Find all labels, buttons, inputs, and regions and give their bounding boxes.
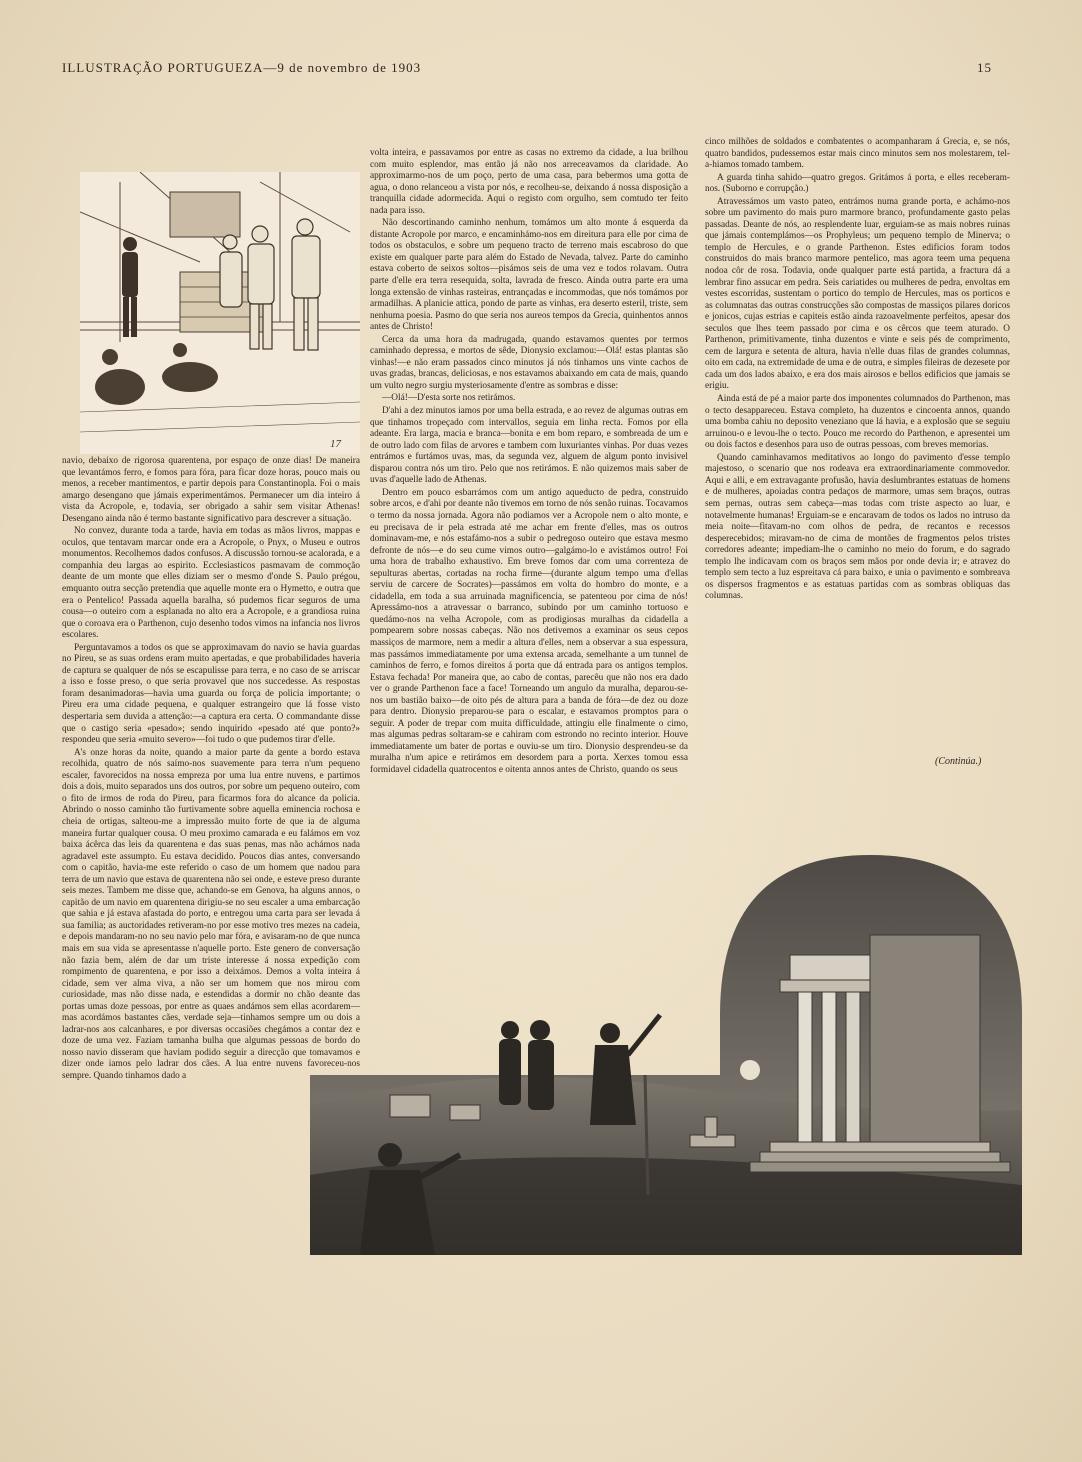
ruins-engraving (310, 855, 1022, 1255)
paragraph: volta inteira, e passavamos por entre as casas no extremo da cidade, a lua brilhou com muito esplendor, mas então já não nos arreceavamos da claridade. Ao approximarmo-nos de um poço, perto de uma casa, para bebermos uma gotta de agua, o dono relanceou a vista por nós, e recolheu-se, deixando á nossa disposição a tranquilla cidade adormecida. Aqui o registo com orgulho, sem comtudo ter feito nada para isso. (370, 148, 688, 216)
paragraph: navio, debaixo de rigorosa quarentena, por espaço de onze dias! De maneira que levantámos ferro, e fomos para fóra, para ficar doze horas, pouco mais ou menos, a receber mantimentos, e partir depois para Constantinopla. Foi o mais amargo desengano que jámais experimentámos. Permanecer um dia inteiro á vista da Acropole, e, todavia, ser obrigado a sahir sem visitar Athenas! Desengano ainda não é termo bastante significativo para descrever a situação. (62, 456, 360, 524)
continued-note: (Continúa.) (935, 756, 982, 767)
paragraph: No convez, durante toda a tarde, havia em todas as mãos livros, mappas e oculos, que tentavam marcar onde era a Acropole, o Pnyx, o Museu e outros monumentos. Recolhemos dados confusos. A discussão tornou-se acalorada, e a companhia deu largas ao espirito. Ecclesiasticos pasmavam de commoção deante de um monte que elles diziam ser o mesmo d'onde S. Paulo prégou, emquanto outra secção pretendia que aquelle monte era o Hymetto, e outra que era o Pentelico! Passada aquella baralha, só pudemos ficar seguros de uma cousa—o outeiro com a esplanada no alto era a Acropole, e a grandiosa ruina que o coroava era o Parthenon, cujo desenho todos vimos na infancia nos livros escolares. (62, 526, 360, 641)
illustrator-signature: 17 (330, 438, 341, 450)
paragraph: cinco milhões de soldados e combatentes o acompanharam á Grecia, e, se nós, quatro bandidos, pudessemos estar mais cinco minutos sem nos molestarem, tel-a-hiamos tomado tambem. (705, 137, 1010, 171)
paragraph: Dentro em pouco esbarrámos com um antigo aqueducto de pedra, construido sobre arcos, e d'ahi por deante não tivemos em torno de nós senão ruinas. Tocavamos o termo da nossa jornada. Agora não podiamos ver a Acropole nem o alto monte, e eu precisava de ir pela estrada até me achar em frente d'elles, mas os outros dominavam-me, e nós estafámo-nos a subir o pedregoso outeiro que estava mesmo defronte de nós—e do seu cume vimos outro—galgámo-lo e avistámos outro! Foi uma hora de trabalho exhaustivo. Em breve fomos dar com uma correnteza de sepulturas abertas, cortadas na rocha firme—(durante algum tempo uma d'ellas serviu de carcere de Socrates)—passámos em volta do hombro do monte, e a cidadella, em toda a sua arruinada magnificencia, se patenteou por cima de nós! Apressámo-nos a atravessar o barranco, subindo por um caminho tortuoso e quedámo-nos na velha Acropole, com as prodigiosas muralhas da cidadella a pompearem sobre nossas cabeças. Não nos detivemos a examinar os seus cepos massiços de marmore, nem a medir a altura d'elles, nem a observar a sua espessura, mas passámos immediatamente por uma extensa arcada, semelhante a um tunnel de caminhos de ferro, e fomos direitos á porta que dá entrada para os antigos templos. Estava fechada! Por maneira que, ao cabo de contas, parecêu que não nos era dado ver o grande Parthenon face a face! Torneando um angulo da muralha, deparou-se-nos um bastião baixo—de oito pés de altura para a banda de fóra—de dez ou doze para dentro. Dionysio preparou-se para o escalar, e estavamos promptos para o seguir. A poder de trepar com muita difficuldade, attingiu elle finalmente o cimo, mas algumas pedras soltaram-se e cahiram com estrondo no recinto interior. Houve immediatamente um bater de portas e ouviu-se um tiro. Dionysio desprendeu-se da muralha n'um apice e retirámos em desordem para a porta. Xerxes tomou essa formidavel cidadella quatrocentos e oitenta annos antes de Christo, quando os seus (370, 487, 688, 775)
paragraph: Não descortinando caminho nenhum, tomámos um alto monte á esquerda da distante Acropole por marco, e encaminhámo-nos em direitura para elle por cima de todos os obstaculos, e sobre um pequeno tracto de terreno mais escabroso do que existe em qualquer parte para além do Estado de Nevada, talvez. Parte do caminho estava coberto de seixos soltos—pisámos seis de uma vez e todos rolavam. Outra parte d'elle era terra resequida, solta, lavrada de fresco. Ainda outra parte era uma longa extensão de vinhas rasteiras, entrançadas e incommodas, que nós tomámos por armadilhas. A planicie attica, pondo de parte as vinhas, era deserto esteril, triste, sem nenhuma poesia. Pasmo do que seria nos aureos tempos da Grecia, quinhentos annos antes de Christo! (370, 218, 688, 333)
paragraph: Quando caminhavamos meditativos ao longo do pavimento d'esse templo majestoso, o scenario que nos rodeava era extraordinariamente commovedor. Aqui e alli, e em extravagante profusão, havia deslumbrantes estatuas de homens e de mulheres, apoiadas contra pedaços de marmore, umas sem braços, outras sem pernas, outras sem cabeça—mas todas com triste aspecto ao luar, e notavelmente humanas! Erguiam-se e encaravam de todos os lados no intruso da meia noite—fitavam-no com olhos de pedra, de recantos e recessos desperecebidos; miravam-no de cima de montões de fragmentos pelos tristes corredores adeante; impediam-lhe o caminho no meio do forum, e do sagrado templo lhe indicavam com os braços sem mãos por onde devia ir; e atravez do templo sem tecto a luz espreitava cá para baixo, e unia o pavimento e sombreava os dispersos fragmentos e as estatuas partidas com as sombras obliquas das columnas. (705, 452, 1010, 602)
page-header (62, 60, 992, 80)
paragraph: D'ahi a dez minutos iamos por uma bella estrada, e ao revez de algumas outras em que tinhamos tropeçado com intervallos, seguia em linha recta. Fomos por ella adeante. Era larga, macia e branca—bonita e em bom reparo, e sombreada de um e de outro lado com filas de arvores e tambem com luxuriantes vinhas. Por duas vezes entrámos e furtámos uvas, mas, da segunda vez, alguem de algum ponto invisivel disparou contra nós um tiro. Pelo que nos retirámos. E não quizemos mais saber de uvas d'aquelle lado de Athenas. (370, 406, 688, 486)
paragraph: A guarda tinha sahido—quatro gregos. Gritámos á porta, e elles receberam-nos. (Suborno e corrupção.) (705, 172, 1010, 195)
page-number: 15 (977, 60, 992, 75)
column-3 (705, 137, 1010, 837)
paragraph: Ainda está de pé a maior parte dos imponentes columnados do Parthenon, mas o tecto desappareceu. Estava completo, ha duzentos e cincoenta annos, quando uma bomba cahiu no deposito veneziano que lá havia, e a explosão que se seguiu arruinou-o e levou-lhe o tecto. Pouco me recordo do Parthenon, e apresentei um ou dois factos e desenhos para uso de outras pessoas, com breves memorias. (705, 394, 1010, 451)
sailors-engraving (80, 172, 360, 454)
running-title: ILLUSTRAÇÃO PORTUGUEZA—9 de novembro de 1903 (62, 60, 422, 75)
paragraph: Perguntavamos a todos os que se approximavam do navio se havia guardas no Pireu, se as suas ordens eram muito apertadas, e que probabilidades haveria de captura se qualquer de nós se escapulisse para terra, e no caso de se arriscar a isso e fosse preso, o que seria provavel que nos succedesse. As respostas foram desanimadoras—havia uma guarda ou força de policia importante; o Pireu era uma cidade pequena, e qualquer estrangeiro que lá fosse visto despertaria sem duvida a attenção:—a captura era certa. O commandante disse que o castigo seria «pesado»; sendo inquirido «pesado até que ponto?» respondeu que seria «muito severo»—foi tudo o que pudemos tirar d'elle. (62, 642, 360, 746)
column-2 (370, 148, 688, 800)
sailors-illustration (80, 172, 360, 454)
paragraph: Cerca da uma hora da madrugada, quando estavamos quentes por termos caminhado depressa, e mortos de sêde, Dionysio exclamou:—Olá! estas plantas são vinhas!—e não eram passados cinco minutos já nós tinhamos uns vinte cachos de uvas gradas, brancas, deliciosas, e nos estavamos abaixando em cata de mais, quando um vulto negro surgiu mysteriosamente d'entre as sombras e disse: (370, 334, 688, 391)
paragraph: Atravessámos um vasto pateo, entrámos numa grande porta, e achámo-nos sobre um pavimento do mais puro marmore branco, profundamente gasto pelas passadas. Deante de nós, ao resplendente luar, erguiam-se as mais nobres ruinas que jámais contemplámos—os Prophyleus; um pequeno templo de Minerva; o templo de Hercules, e o grande Parthenon. Estes edificios foram todos construidos do mais branco marmore pentelico, mas agora teem uma pequena nodoa côr de rosa. Todavia, onde qualquer parte está partida, a fractura dá a lembrar fino assucar em pedra. Seis cariatides ou mulheres de pedra, envoltas em vestes escorridas, sustentam o portico do templo de Hercules, mas os porticos e as columnatas das outras construcções são compostas de massiços pilares doricos e jonicos, cujas estrias e capiteis estão ainda razoavelmente perfeitos, apesar dos seculos que lhes teem passado por cima e os cêrcos que teem aturado. O Parthenon, primitivamente, tinha duzentos e vinte e seis pés de comprimento, cem de largura e setenta de altura, havia n'elle duas filas de grandes columnas, oito em cada, na extremidade de uma e de outra, e simples fileiras de dezesete por cada um dos lados abaixo, e era dos mais airosos e bellos edificios que jamais se erigiu. (705, 196, 1010, 392)
paragraph: —Olá!—D'esta sorte nos retirámos. (382, 393, 516, 404)
paragraph: A's onze horas da noite, quando a maior parte da gente a bordo estava recolhida, quatro de nós saímo-nos suavemente para terra n'um pequeno escaler, favorecidos na nossa empreza por uma lua entre nuvens, e partimos dois a dois, muito separados uns dos outros, por sobre um pequeno outeiro, com o fito de irmos de roda do Pireu, para ficarmos fora do alcance da policia. Abrindo o nosso caminho tão furtivamente sobre aquella eminencia rochosa e cheia de ortigas, salteou-me a impressão muito forte de que ia de alguma maneira furtar qualquer cousa. O meu proximo camarada e eu falámos em voz baixa ácêrca das leis da quarentena e das suas penas, mas não achámos nada agradavel este assumpto. Eu estava decidido. Poucos dias antes, conversando com o capitão, havia-me este referido o caso de um homem que nadou para terra de um navio que estava de quarentena não sei onde, e esteve preso durante seis mezes. Tambem me disse que, achando-se em Genova, ha alguns annos, o capitão de um navio em quarentena dirigiu-se no seu escaler a uma embarcação que sahia e já estava afastada do porto, e entregou uma carta para ser levada á sua familia; as auctoridades retiveram-no por esse motivo tres mezes na cadeia, e depois mandaram-no no seu navio pelo mar fóra, e avisaram-no de que nunca mais em sua vida se apresentasse n'aquelle porto. Este genero de conversação não fazia bem, além de dar um triste interesse á nossa expedição com rompimento de quarentena, e por isso a deixámos. Demos a volta inteira á cidade, sem ver alma viva, a não ser um homem que nos mirou com curiosidade, mas não disse nada, e estendidas a dormir no chão deante das portas umas doze pessoas, por entre as quaes andámos sem ellas acordarem—mas acordámos bastantes cães, verdade seja—tinhamos sempre um ou dois a ladrar-nos aos calcanhares, e por diversas occasiões chegámos a contar dez e doze de uma vez. Faziam tamanha bulha que algumas pessoas de bordo do nosso navio disseram que haviam podido seguir a direcção que tomavamos e dizer onde iamos pelo ladrar dos cães. A lua entre nuvens favoreceu-nos sempre. Quando tinhamos dado a (62, 747, 360, 1081)
ruins-illustration (310, 855, 1022, 1255)
